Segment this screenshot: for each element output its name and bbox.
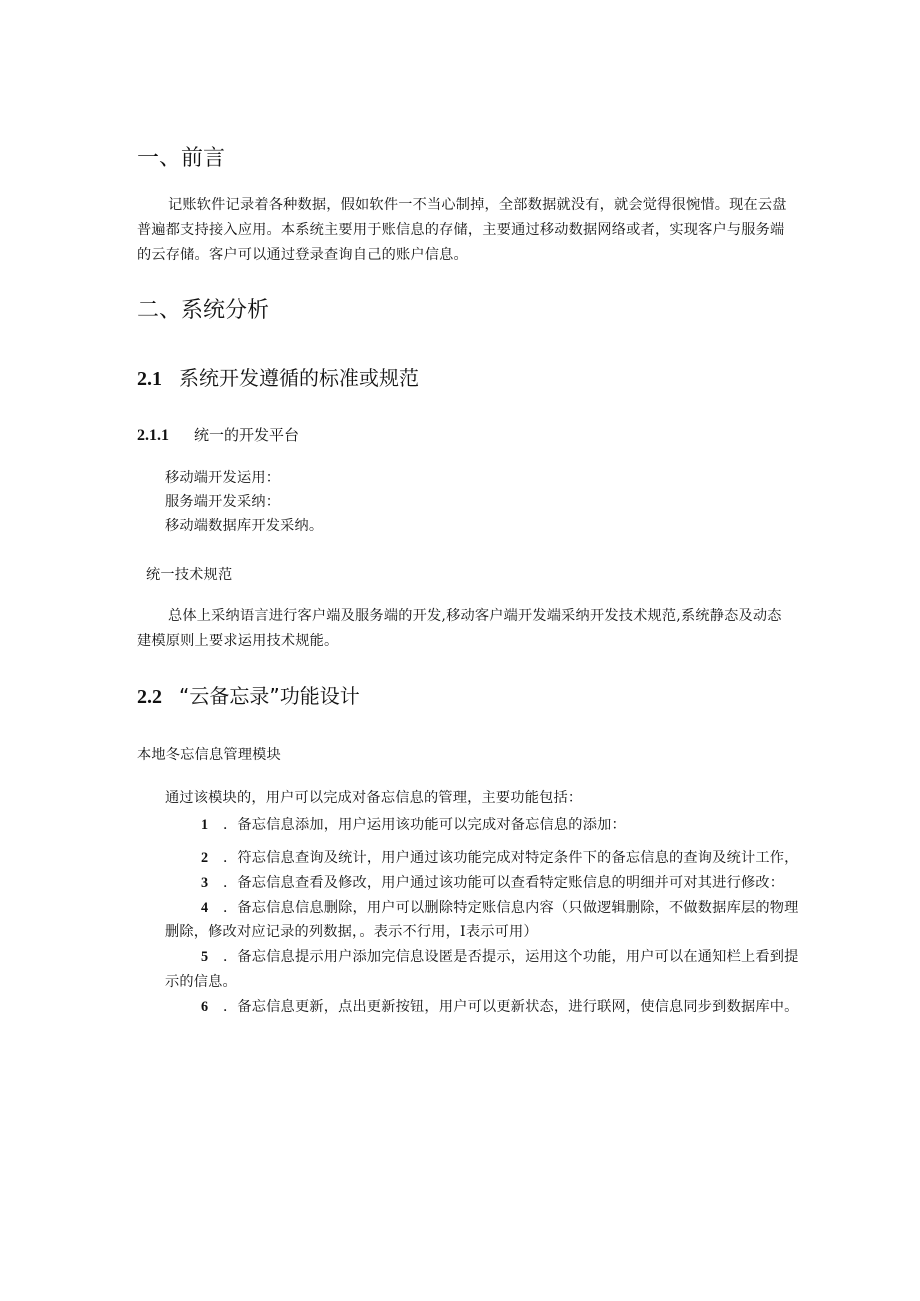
preface-line-1: 记账软件记录着各种数据，假如软件一不当心制掉，全部数据就没有，就会觉得很惋惜。现在云盘 — [168, 197, 787, 213]
function-item-4-continued: 删除，修改对应记录的列数据，。表示不行用，I表示可用） — [165, 924, 538, 940]
platform-item-3: 移动端数据库开发采纳。 — [165, 518, 324, 534]
function-item-3-text: ．备忘信息查看及修改，用户通过该功能可以查看特定账信息的明细并可对其进行修改： — [223, 875, 785, 891]
function-item-6-number: 6 — [201, 999, 209, 1015]
heading-2-1-1 — [137, 425, 299, 446]
function-item-3 — [201, 873, 784, 893]
function-item-6 — [201, 997, 799, 1017]
heading-2-2 — [137, 684, 360, 709]
heading-2-1-number: 2.1 — [137, 368, 162, 390]
heading-preface: 一、前言 — [137, 146, 226, 171]
heading-2-1-title: 系统开发遵循的标准或规范 — [179, 366, 419, 390]
heading-2-1 — [137, 366, 419, 391]
platform-item-2: 服务端开发采纳： — [165, 494, 281, 510]
tech-spec-line-1: 总体上采纳语言进行客户端及服务端的开发,移动客户端开发端采纳开发技术规范,系统静态及动态 — [168, 608, 782, 624]
heading-analysis: 二、系统分析 — [137, 298, 270, 323]
function-item-5-number: 5 — [201, 949, 209, 965]
function-item-2-text: ．符忘信息查询及统计，用户通过该功能完成对特定条件下的备忘信息的查询及统计工作， — [223, 850, 799, 866]
function-item-2-number: 2 — [201, 850, 209, 866]
function-item-4-number: 4 — [201, 900, 209, 916]
function-item-5-text: ．备忘信息提示用户添加完信息设匿是否提示，运用这个功能，用户可以在通知栏上看到提 — [223, 949, 799, 965]
function-item-4-text: ．备忘信息信息删除，用户可以删除特定账信息内容（只做逻辑删除，不做数据库层的物理 — [223, 900, 799, 916]
function-item-5 — [201, 947, 799, 967]
function-item-4 — [201, 898, 799, 918]
function-item-3-number: 3 — [201, 875, 209, 891]
heading-2-1-1-number: 2.1.1 — [137, 427, 169, 444]
function-item-6-text: ．备忘信息更新，点出更新按钮，用户可以更新状态，进行联网，使信息同步到数据库中。 — [223, 999, 799, 1015]
function-item-5-continued: 示的信息。 — [165, 974, 237, 990]
function-item-2 — [201, 848, 799, 868]
heading-2-2-number: 2.2 — [137, 686, 162, 708]
module-title: 本地冬忘信息管理模块 — [137, 747, 281, 763]
function-item-1-number: 1 — [201, 817, 209, 833]
heading-2-2-title: “云备忘录”功能设计 — [179, 684, 360, 708]
tech-spec-title: 统一技术规范 — [146, 567, 233, 583]
preface-line-3: 的云存储。客户可以通过登录查询自己的账户信息。 — [137, 247, 468, 263]
heading-2-1-1-title: 统一的开发平台 — [194, 426, 300, 444]
module-intro: 通过该模块的，用户可以完成对备忘信息的管理，主要功能包括： — [165, 790, 583, 806]
tech-spec-line-2: 建模原则上要求运用技术规能。 — [137, 633, 339, 649]
preface-line-2: 普遍都支持接入应用。本系统主要用于账信息的存储，主要通过移动数据网络或者，实现客户与服务端 — [137, 222, 785, 238]
platform-item-1: 移动端开发运用： — [165, 470, 281, 486]
function-item-1 — [201, 815, 626, 835]
function-item-1-text: ．备忘信息添加，用户运用该功能可以完成对备忘信息的添加： — [223, 817, 626, 833]
